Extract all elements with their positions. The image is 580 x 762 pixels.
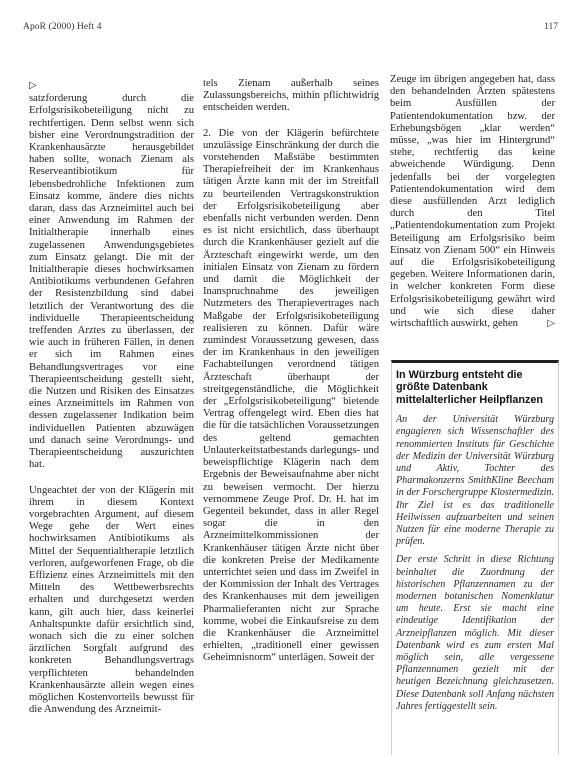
continues-arrow-icon: ▷ bbox=[547, 318, 555, 330]
news-box-title: In Würzburg entsteht die größte Datenbank mittelalterlicher Heilpflanzen bbox=[396, 369, 543, 406]
news-box-paragraph: Der erste Schritt in diese Richtung beinhaltet die Zuordnung der historischen Pflanzennamen zu der modernen botanischen Nomenklatur um heute. Erst sie macht eine eindeutige Identifikation der Arzneipflanzen möglich. Mit dieser Datenbank wird es zum ersten Mal möglich sein, alle vergessene Pflanzennamen gezielt mit der heutigen Bezeichnung gleichzusetzen. Diese Datenbank soll Anfang nächsten Jahres fertiggestellt sein. bbox=[396, 554, 554, 712]
page-number: 117 bbox=[544, 22, 558, 32]
column-middle bbox=[203, 78, 379, 665]
news-box bbox=[391, 360, 559, 755]
journal-issue: ApoR (2000) Heft 4 bbox=[23, 22, 102, 32]
continuation-arrow-icon: ▷ bbox=[29, 80, 37, 91]
body-paragraph: 2. Die von der Klägerin befürchtete unzulässige Einschränkung der durch die vorstehenden Maßstäbe bestimmten Therapiefreiheit der im Krankenhaus tätigen Ärzte kann mit der im Streitfall zu beurteilenden Vertragskonstruktion der Erfolgsrisikobeteiligung aber ebenfalls nicht verbunden werden. Denn es ist nicht ersichtlich, dass überhaupt durch die Krankenhäuser gezielt auf die Ärzteschaft eingewirkt werde, um den initialen Einsatz von Zienam zu fördern und damit die Möglichkeit der Inanspruchnahme des jeweiligen Nutzmeters des Therapievertrages nach Maßgabe der Erfolgsrisikobeteiligung realisieren zu können. Dafür wäre zumindest Voraussetzung gewesen, dass der im Krankenhaus in den jeweiligen Fachabteilungen verordnend tätigen Ärzteschaft überhaupt der streitgegenständliche, die Möglichkeit der „Erfolgsrisikobeteiligung“ bietende Vertrag offengelegt wird. Eben dies hat die für die tatsächlichen Voraussetzungen des geltend gemachten Unlauterkeitstatbestands darlegungs- und beweispflichtige Klägerin nach dem Ergebnis der Beweisaufnahme aber nicht zu beweisen vermocht. Der hierzu vernommene Zeuge Prof. Dr. H. hat im Gegenteil bekundet, dass in aller Regel sogar die in den Arzneimittelkommissionen der Krankenhäuser tätigen Ärzte nicht über die konkreten Preise der Medikamente unterrichtet seien und dass im Zweifel in der Kommission der Inhalt des Vertrages des Krankenhauses mit dem jeweiligen Pharmalieferanten nicht zur Sprache komme, wobei die Einkaufsreise zu dem die Krankenhäuser die Arzneimittel erhielten, „traditionell einer gewissen Geheimnisnorm“ unterlägen. Soweit der bbox=[203, 127, 379, 664]
body-paragraph: tels Zienam außerhalb seines Zulassungsbereichs, mithin pflichtwidrig entscheiden werden. bbox=[203, 78, 379, 114]
column-right bbox=[390, 74, 555, 331]
page-header bbox=[0, 0, 580, 40]
news-box-paragraph: An der Universität Würzburg engagieren sich Wissenschaftler des renommierten Instituts für Geschichte der Medizin der Universität Würzburg und Aktiv, Tochter des Pharmakonzerns SmithKline Beecham in der Forschergruppe Klostermedizin. Ihr Ziel ist es das traditionelle Heilwissen aufzuarbeiten und seinen Nutzen für eine moderne Therapie zu prüfen. bbox=[396, 414, 554, 548]
column-left bbox=[29, 80, 194, 716]
body-paragraph: Ungeachtet der von der Klägerin mit ihrem in diesem Kontext vorgebrachten Argument, auf diesem Wege gehe der Wert eines hochwirksamen Antibiotikums als Mittel der Sequentialtherapie letztlich verloren, aufgeworfenen Frage, ob die Effizienz eines Arzneimittels mit den Mitteln des Wettbewerbsrechts erhalten und durchgesetzt werden kann, gilt auch hier, dass keinerlei Anhaltspunkte dafür ersichtlich sind, wonach sich die zu einer solchen ärztlichen Sorgfalt aufgrund des konkreten Behandlungsvertrags verpflichteten behandelnden Krankenhausärzte allein wegen eines möglichen Kostenvorteils bewusst für die Anwendung des Arzneimit- bbox=[29, 484, 194, 716]
body-paragraph: Zeuge im übrigen angegeben hat, dass den behandelnden Ärzten spätestens beim Ausfüllen der Patientendokumentation bzw. der Erhebungsbögen „klar werden“ müsse, „was hier im Hintergrund“ stehe, rechtfertig das keine abweichende Würdigung. Denn jedenfalls bei der vorgelegten Patientendokumentation wird dem diese ausfüllenden Arzt lediglich durch den Titel „Patientendokumentation zum Projekt Beteiligung am Erfolgsrisiko beim Einsatz von Zienam 500“ ein Hinweis auf die Erfolgsrisikobeteiligung gegeben. Weitere Informationen darin, in welcher konkreten Form diese Erfolgsrisikobeteiligung gewährt wird und wie sich diese daher wirtschaftlich auswirkt, gehen bbox=[390, 74, 555, 330]
body-paragraph: satzforderung durch die Erfolgsrisikobeteiligung nicht zu rechtfertigen. Denn selbst wenn sich bisher eine Verordnungstradition der Krankenhausärzte herausgebildet haben sollte, wonach Zienam als Reserveantibiotikum für lebensbedrohliche Infektionen zum Einsatz komme, ändere dies nichts daran, dass das Arzneimittel auch bei einer Anwendung im Rahmen der Initialtherapie innerhalb eines zugelassenen Anwendungsgebietes zum Einsatz gelangt. Die mit der Initialtherapie dieses hochwirksamen Antibiotikums verbundenen Gefahren der Resistenzbildung sind dabei letztlich der Verantwortung des die individuelle Therapieentscheidung treffenden Arztes zu überlassen, der wie auch in früheren Fällen, in denen er sich im Rahmen eines Behandlungsvertrages vor eine Therapieentscheidung gestellt sieht, die Nutzen und Risiken des Einsatzes eines Arzneimittels im Rahmen von dessen zugelassener Indikation beim individuellen Patienten abzuwägen und danach seine Verordnungs- und Therapieentscheidung auszurichten hat. bbox=[29, 93, 194, 471]
